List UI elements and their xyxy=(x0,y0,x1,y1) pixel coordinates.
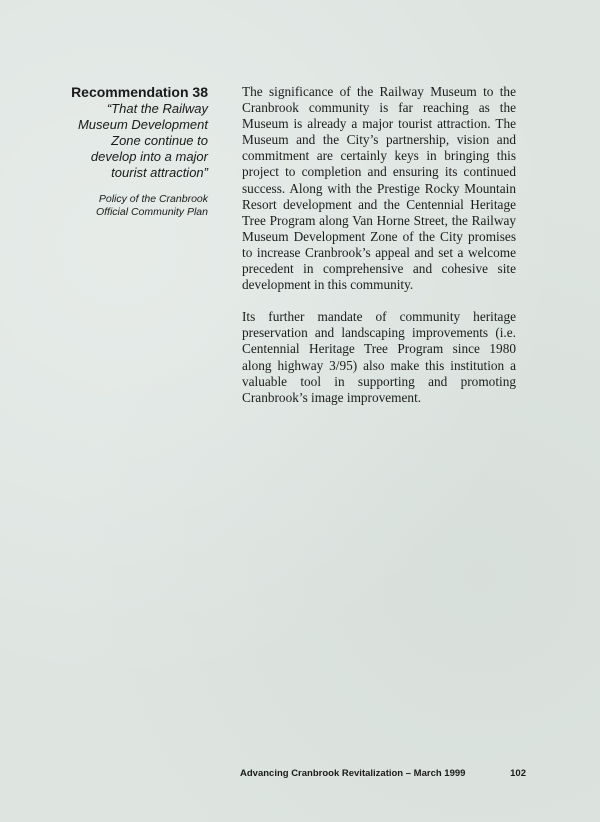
quote-line: tourist attraction” xyxy=(111,165,208,180)
quote-line: Zone continue to xyxy=(111,133,208,148)
body-text xyxy=(242,84,516,422)
policy-line: Policy of the Cranbrook xyxy=(98,193,208,205)
recommendation-quote xyxy=(60,101,208,181)
policy-source xyxy=(60,193,208,218)
recommendation-title: Recommendation 38 xyxy=(71,84,208,100)
body-paragraph: Its further mandate of community heritage preservation and landscaping improvements (i.e. Centennial Heritage Tree Program since 1980 along highway 3/95) also make this institution a valuable tool in supporting and promoting Cranbrook’s image improvement. xyxy=(242,309,516,405)
footer-title: Advancing Cranbrook Revitalization – March 1999 xyxy=(240,768,466,779)
body-paragraph: The significance of the Railway Museum to the Cranbrook community is far reaching as the Museum is already a major tourist attraction. The Museum and the City’s partnership, vision and commitment are certainly keys in bringing this project to completion and ensuring its continued success. Along with the Prestige Rocky Mountain Resort development and the Centennial Heritage Tree Program along Van Horne Street, the Railway Museum Development Zone of the City promises to increase Cranbrook’s appeal and set a welcome precedent in comprehensive and cohesive site development in this community. xyxy=(242,84,516,293)
quote-line: develop into a major xyxy=(90,149,208,164)
page-number: 102 xyxy=(510,768,526,779)
policy-line: Official Community Plan xyxy=(95,205,208,218)
recommendation-sidebar xyxy=(60,84,208,229)
quote-line: “That the Railway xyxy=(106,101,208,116)
quote-line: Museum Development xyxy=(77,117,208,132)
